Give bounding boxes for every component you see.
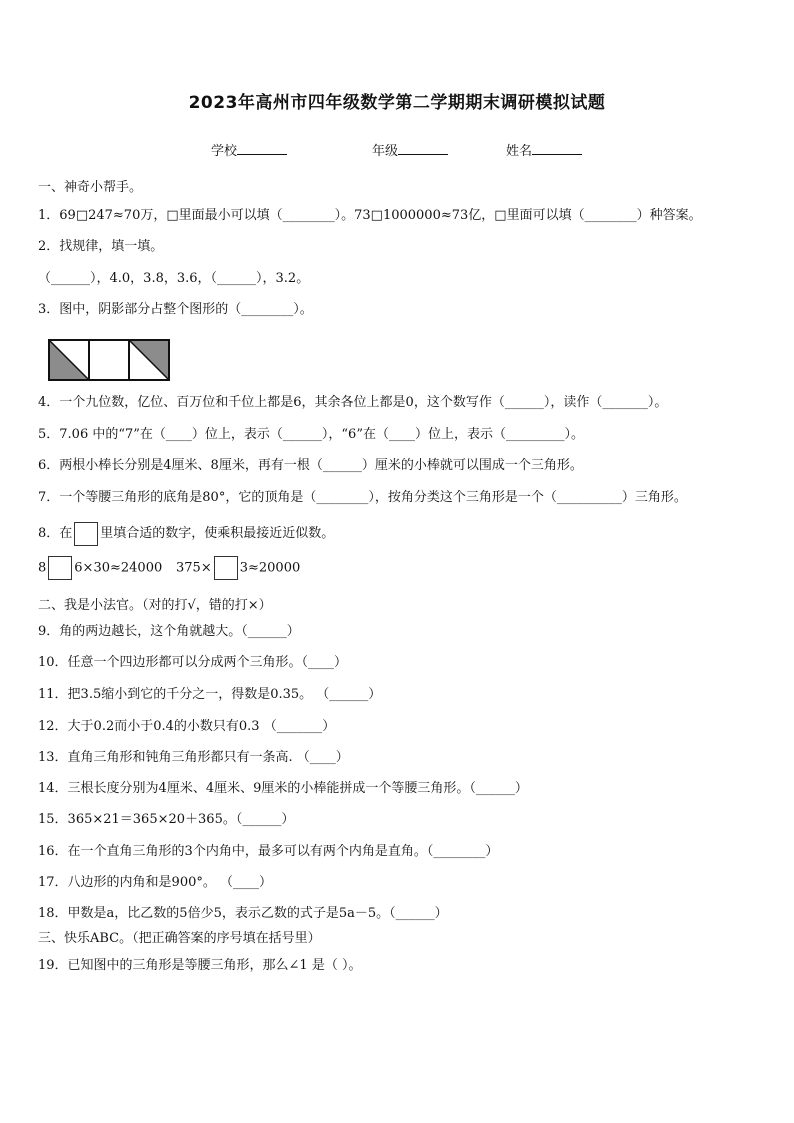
question-5: 5．7.06 中的“7”在（____）位上，表示（______），“6”在（____）位上，表示（_________）。 bbox=[38, 427, 584, 442]
answer-box-b[interactable] bbox=[214, 556, 238, 580]
shaded-squares-figure bbox=[48, 339, 170, 381]
section-2-heading: 二、我是小法官。（对的打√，错的打×） bbox=[38, 598, 272, 613]
question-17: 17．八边形的内角和是900°。 （____） bbox=[38, 875, 272, 890]
question-8-part-a bbox=[38, 556, 162, 580]
question-3: 3．图中，阴影部分占整个图形的（________）。 bbox=[38, 302, 313, 317]
section-1-heading: 一、神奇小帮手。 bbox=[38, 180, 143, 195]
question-11: 11．把3.5缩小到它的千分之一，得数是0.35。 （______） bbox=[38, 687, 382, 702]
question-12: 12．大于0.2而小于0.4的小数只有0.3 （_______） bbox=[38, 719, 336, 734]
question-16: 16．在一个直角三角形的3个内角中，最多可以有两个内角是直角。（________） bbox=[38, 844, 499, 859]
question-13: 13．直角三角形和钝角三角形都只有一条高. （____） bbox=[38, 750, 349, 765]
question-8b-suffix: 3≈20000 bbox=[239, 560, 301, 576]
school-field[interactable] bbox=[211, 140, 287, 159]
section-3-heading: 三、快乐ABC。（把正确答案的序号填在括号里） bbox=[38, 931, 321, 946]
question-4: 4．一个九位数，亿位、百万位和千位上都是6，其余各位上都是0，这个数写作（______），读作（_______）。 bbox=[38, 395, 668, 410]
question-6: 6．两根小棒长分别是4厘米、8厘米，再有一根（______）厘米的小棒就可以围成一个三角形。 bbox=[38, 458, 583, 473]
school-blank[interactable] bbox=[237, 142, 287, 155]
answer-box-a[interactable] bbox=[48, 556, 72, 580]
question-15: 15．365×21＝365×20＋365。（______） bbox=[38, 812, 295, 827]
question-1: 1．69□247≈70万，□里面最小可以填（________）。73□1000000≈73亿，□里面可以填（________）种答案。 bbox=[38, 208, 702, 223]
grade-blank[interactable] bbox=[398, 142, 448, 155]
name-label: 姓名 bbox=[506, 144, 533, 159]
grade-field[interactable] bbox=[372, 140, 448, 159]
question-8-prefix: 8．在 bbox=[38, 526, 73, 541]
question-8 bbox=[38, 521, 334, 547]
question-8-text: 里填合适的数字，使乘积最接近近似数。 bbox=[100, 526, 335, 541]
question-7: 7．一个等腰三角形的底角是80°，它的顶角是（________），按角分类这个三角形是一个（__________）三角形。 bbox=[38, 490, 687, 505]
question-19: 19．已知图中的三角形是等腰三角形，那么∠1 是（ ）。 bbox=[38, 958, 362, 973]
question-2: 2．找规律，填一填。 bbox=[38, 239, 164, 254]
grade-label: 年级 bbox=[372, 144, 399, 159]
name-blank[interactable] bbox=[532, 142, 582, 155]
question-8-part-b bbox=[176, 556, 300, 580]
name-field[interactable] bbox=[506, 140, 582, 159]
question-9: 9．角的两边越长，这个角就越大。（______） bbox=[38, 624, 300, 639]
question-18: 18．甲数是a，比乙数的5倍少5，表示乙数的式子是5a－5。（______） bbox=[38, 906, 448, 921]
page-title: 2023年高州市四年级数学第二学期期末调研模拟试题 bbox=[188, 93, 606, 113]
question-2-sequence: （______），4.0，3.8，3.6，（______），3.2。 bbox=[38, 271, 310, 286]
student-info-row bbox=[0, 140, 794, 160]
question-10: 10．任意一个四边形都可以分成两个三角形。（____） bbox=[38, 655, 348, 670]
question-14: 14．三根长度分别为4厘米、4厘米、9厘米的小棒能拼成一个等腰三角形。（______） bbox=[38, 781, 528, 796]
question-8a-prefix: 8 bbox=[38, 560, 47, 576]
school-label: 学校 bbox=[211, 144, 238, 159]
question-8b-prefix: 375× bbox=[176, 560, 212, 576]
answer-box[interactable] bbox=[74, 522, 98, 546]
question-8a-suffix: 6×30≈24000 bbox=[74, 560, 163, 576]
